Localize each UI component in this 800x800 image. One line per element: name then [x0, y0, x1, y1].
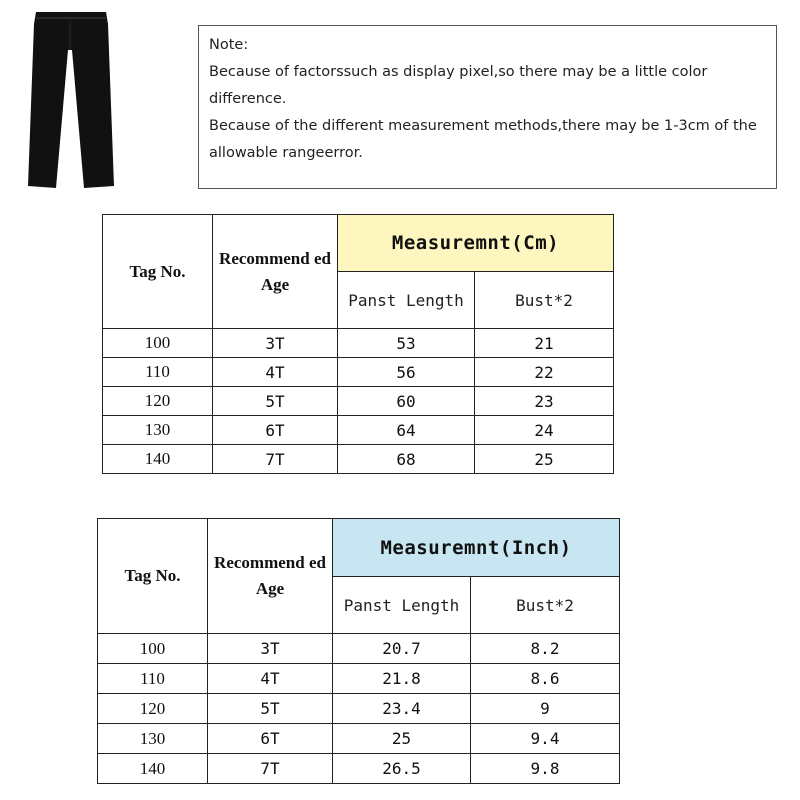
- cell-bust: 9.4: [471, 724, 620, 754]
- size-table-inch: [97, 518, 620, 784]
- cell-age: 4T: [213, 358, 338, 387]
- cell-tag: 130: [98, 724, 208, 754]
- cell-length: 56: [338, 358, 475, 387]
- cell-age: 4T: [208, 664, 333, 694]
- cell-tag: 100: [103, 329, 213, 358]
- cell-tag: 120: [98, 694, 208, 724]
- cell-tag: 130: [103, 416, 213, 445]
- header-measurement-inch: Measuremnt(Inch): [333, 519, 620, 577]
- note-box: [198, 25, 777, 189]
- cell-tag: 100: [98, 634, 208, 664]
- header-measurement-cm: Measuremnt(Cm): [338, 215, 614, 272]
- cell-age: 3T: [213, 329, 338, 358]
- cell-bust: 8.2: [471, 634, 620, 664]
- header-bust: Bust*2: [475, 272, 614, 329]
- header-bust: Bust*2: [471, 577, 620, 634]
- table-row: [103, 416, 614, 445]
- cell-length: 53: [338, 329, 475, 358]
- note-line-color: Because of factorssuch as display pixel,so there may be a little color difference.: [209, 64, 708, 107]
- table-row: [98, 694, 620, 724]
- cell-length: 20.7: [333, 634, 471, 664]
- cell-age: 7T: [213, 445, 338, 474]
- cell-bust: 21: [475, 329, 614, 358]
- note-title: Note:: [209, 37, 249, 53]
- cell-length: 68: [338, 445, 475, 474]
- cell-bust: 9.8: [471, 754, 620, 784]
- cell-age: 7T: [208, 754, 333, 784]
- note-line-error: Because of the different measurement methods,there may be 1-3cm of the allowable rangeerror.: [209, 118, 757, 161]
- cell-age: 5T: [208, 694, 333, 724]
- cell-length: 23.4: [333, 694, 471, 724]
- cell-length: 25: [333, 724, 471, 754]
- header-recommended-age: Recommend ed Age: [208, 519, 333, 634]
- cell-bust: 25: [475, 445, 614, 474]
- table-row: [98, 724, 620, 754]
- cell-bust: 9: [471, 694, 620, 724]
- cell-age: 3T: [208, 634, 333, 664]
- cell-age: 5T: [213, 387, 338, 416]
- cell-age: 6T: [213, 416, 338, 445]
- size-table-cm: [102, 214, 614, 474]
- cell-length: 26.5: [333, 754, 471, 784]
- cell-bust: 23: [475, 387, 614, 416]
- table-row: [98, 754, 620, 784]
- table-row: [103, 445, 614, 474]
- table-row: [103, 358, 614, 387]
- header-recommended-age: Recommend ed Age: [213, 215, 338, 329]
- header-pants-length: Panst Length: [333, 577, 471, 634]
- cell-tag: 120: [103, 387, 213, 416]
- table-row: [103, 387, 614, 416]
- cell-bust: 22: [475, 358, 614, 387]
- cell-length: 64: [338, 416, 475, 445]
- table-row: [98, 634, 620, 664]
- cell-tag: 140: [98, 754, 208, 784]
- table-row: [103, 329, 614, 358]
- cell-age: 6T: [208, 724, 333, 754]
- header-tag-no: Tag No.: [103, 215, 213, 329]
- cell-bust: 24: [475, 416, 614, 445]
- black-pants-image: [22, 10, 118, 192]
- cell-tag: 140: [103, 445, 213, 474]
- header-tag-no: Tag No.: [98, 519, 208, 634]
- header-pants-length: Panst Length: [338, 272, 475, 329]
- cell-tag: 110: [98, 664, 208, 694]
- cell-bust: 8.6: [471, 664, 620, 694]
- cell-length: 21.8: [333, 664, 471, 694]
- cell-tag: 110: [103, 358, 213, 387]
- table-row: [98, 664, 620, 694]
- cell-length: 60: [338, 387, 475, 416]
